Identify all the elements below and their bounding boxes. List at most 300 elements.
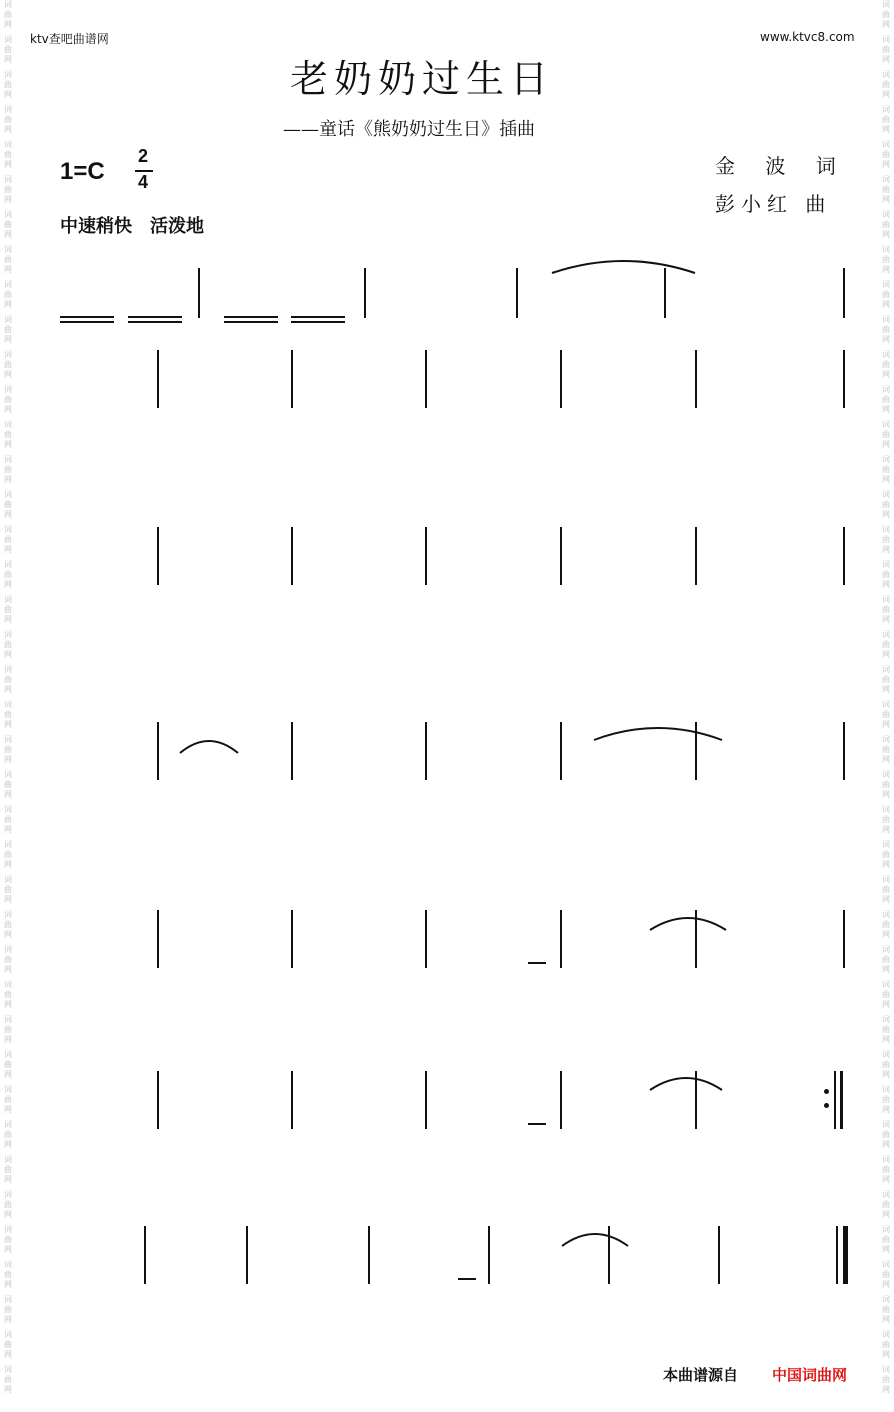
- watermark-glyph: 词: [882, 735, 890, 744]
- watermark-glyph: 词: [882, 910, 890, 919]
- watermark-glyph: 曲: [4, 150, 12, 159]
- watermark-glyph: 曲: [882, 990, 890, 999]
- watermark-glyph: 曲: [4, 1025, 12, 1034]
- watermark-glyph: 词: [882, 1190, 890, 1199]
- underline: [528, 962, 546, 964]
- watermark-glyph: 曲: [882, 1270, 890, 1279]
- barline: [560, 722, 562, 780]
- watermark-glyph: 词: [4, 630, 12, 639]
- watermark-glyph: 网: [4, 825, 12, 834]
- watermark-glyph: 网: [882, 1245, 890, 1254]
- watermark-glyph: 词: [4, 1365, 12, 1374]
- watermark-glyph: 曲: [882, 325, 890, 334]
- watermark-glyph: 网: [882, 510, 890, 519]
- barline: [836, 1226, 838, 1284]
- watermark-glyph: 词: [4, 350, 12, 359]
- watermark-glyph: 网: [882, 20, 890, 29]
- watermark-glyph: 曲: [882, 1130, 890, 1139]
- barline: [246, 1226, 248, 1284]
- underline: [128, 316, 182, 318]
- barline: [560, 1071, 562, 1129]
- watermark-glyph: 网: [882, 475, 890, 484]
- watermark-glyph: 曲: [4, 395, 12, 404]
- watermark-glyph: 网: [4, 265, 12, 274]
- watermark-glyph: 词: [882, 875, 890, 884]
- watermark-glyph: 曲: [4, 885, 12, 894]
- watermark-glyph: 网: [4, 650, 12, 659]
- watermark-glyph: 网: [882, 1140, 890, 1149]
- watermark-glyph: 网: [4, 370, 12, 379]
- watermark-glyph: 网: [4, 195, 12, 204]
- watermark-glyph: 词: [882, 105, 890, 114]
- watermark-glyph: 网: [4, 1385, 12, 1394]
- barline: [516, 268, 518, 318]
- watermark-glyph: 网: [4, 230, 12, 239]
- watermark-glyph: 曲: [882, 640, 890, 649]
- watermark-glyph: 网: [4, 1000, 12, 1009]
- watermark-glyph: 曲: [4, 780, 12, 789]
- watermark-glyph: 曲: [882, 150, 890, 159]
- barline: [840, 1071, 843, 1129]
- underline: [224, 316, 278, 318]
- underline: [291, 321, 345, 323]
- watermark-glyph: 曲: [4, 605, 12, 614]
- watermark-glyph: 词: [882, 945, 890, 954]
- tempo-marking: 中速稍快 活泼地: [60, 216, 204, 237]
- watermark-glyph: 网: [4, 545, 12, 554]
- watermark-glyph: 曲: [4, 850, 12, 859]
- watermark-glyph: 曲: [882, 10, 890, 19]
- watermark-glyph: 曲: [4, 10, 12, 19]
- footer-source-site: 中国词曲网: [772, 1366, 848, 1384]
- repeat-dots: [824, 1103, 829, 1108]
- watermark-glyph: 曲: [4, 675, 12, 684]
- watermark-glyph: 曲: [882, 1375, 890, 1384]
- watermark-glyph: 曲: [4, 570, 12, 579]
- watermark-glyph: 网: [882, 1385, 890, 1394]
- watermark-glyph: 曲: [882, 1165, 890, 1174]
- watermark-glyph: 网: [4, 440, 12, 449]
- barline: [834, 1071, 836, 1129]
- barline: [425, 527, 427, 585]
- watermark-glyph: 词: [882, 1330, 890, 1339]
- watermark-glyph: 词: [882, 1155, 890, 1164]
- barline: [157, 350, 159, 408]
- watermark-glyph: 网: [882, 755, 890, 764]
- watermark-glyph: 网: [4, 475, 12, 484]
- watermark-glyph: 网: [882, 790, 890, 799]
- barline: [843, 910, 845, 968]
- watermark-glyph: 曲: [4, 1235, 12, 1244]
- key-signature: 1=C: [60, 158, 105, 185]
- watermark-glyph: 网: [4, 55, 12, 64]
- watermark-glyph: 网: [882, 965, 890, 974]
- watermark-glyph: 曲: [882, 255, 890, 264]
- watermark-glyph: 词: [882, 630, 890, 639]
- watermark-glyph: 曲: [4, 465, 12, 474]
- right-site-label: www.ktvc8.com: [760, 30, 855, 44]
- watermark-glyph: 网: [882, 1105, 890, 1114]
- watermark-glyph: 曲: [882, 500, 890, 509]
- song-title: 老奶奶过生日: [290, 57, 555, 101]
- watermark-glyph: 网: [882, 1280, 890, 1289]
- watermark-glyph: 曲: [4, 220, 12, 229]
- watermark-glyph: 曲: [882, 535, 890, 544]
- watermark-glyph: 词: [882, 70, 890, 79]
- watermark-glyph: 曲: [4, 1305, 12, 1314]
- watermark-glyph: 网: [882, 405, 890, 414]
- watermark-glyph: 词: [4, 1330, 12, 1339]
- watermark-glyph: 词: [882, 1120, 890, 1129]
- watermark-glyph: 网: [882, 1000, 890, 1009]
- watermark-glyph: 网: [4, 965, 12, 974]
- watermark-glyph: 曲: [4, 290, 12, 299]
- watermark-glyph: 词: [882, 980, 890, 989]
- watermark-glyph: 曲: [882, 815, 890, 824]
- watermark-glyph: 词: [882, 35, 890, 44]
- watermark-glyph: 曲: [882, 885, 890, 894]
- watermark-glyph: 词: [882, 280, 890, 289]
- watermark-glyph: 网: [882, 300, 890, 309]
- watermark-glyph: 曲: [882, 1200, 890, 1209]
- underline: [291, 316, 345, 318]
- watermark-glyph: 曲: [882, 220, 890, 229]
- watermark-glyph: 曲: [882, 1060, 890, 1069]
- watermark-glyph: 词: [4, 1190, 12, 1199]
- watermark-glyph: 词: [882, 840, 890, 849]
- watermark-glyph: 曲: [882, 955, 890, 964]
- watermark-glyph: 网: [4, 1210, 12, 1219]
- watermark-glyph: 曲: [4, 920, 12, 929]
- barline: [291, 350, 293, 408]
- watermark-glyph: 曲: [882, 850, 890, 859]
- barline: [368, 1226, 370, 1284]
- watermark-glyph: 曲: [882, 745, 890, 754]
- barline: [425, 910, 427, 968]
- left-site-label: ktv查吧曲谱网: [30, 32, 109, 46]
- watermark-glyph: 曲: [4, 45, 12, 54]
- watermark-glyph: 网: [882, 685, 890, 694]
- watermark-glyph: 词: [4, 595, 12, 604]
- barline: [157, 910, 159, 968]
- watermark-glyph: 网: [4, 790, 12, 799]
- watermark-glyph: 词: [882, 525, 890, 534]
- watermark-glyph: 曲: [4, 990, 12, 999]
- watermark-glyph: 网: [882, 440, 890, 449]
- watermark-glyph: 网: [4, 895, 12, 904]
- watermark-glyph: 词: [4, 1155, 12, 1164]
- watermark-glyph: 网: [882, 650, 890, 659]
- watermark-glyph: 词: [4, 1295, 12, 1304]
- watermark-glyph: 网: [4, 1105, 12, 1114]
- watermark-glyph: 曲: [4, 1340, 12, 1349]
- barline: [291, 1071, 293, 1129]
- time-signature-top: 2: [138, 146, 149, 166]
- watermark-glyph: 词: [4, 140, 12, 149]
- watermark-glyph: 词: [882, 1085, 890, 1094]
- watermark-glyph: 网: [882, 1175, 890, 1184]
- right-watermark-strip: [880, 0, 892, 1412]
- watermark-glyph: 词: [4, 1050, 12, 1059]
- watermark-glyph: 网: [4, 510, 12, 519]
- watermark-glyph: 词: [882, 490, 890, 499]
- barline: [198, 268, 200, 318]
- watermark-glyph: 网: [4, 160, 12, 169]
- watermark-glyph: 曲: [882, 45, 890, 54]
- barline: [364, 268, 366, 318]
- barline: [560, 910, 562, 968]
- barline: [144, 1226, 146, 1284]
- watermark-glyph: 网: [4, 615, 12, 624]
- barline: [843, 350, 845, 408]
- watermark-glyph: 网: [4, 1175, 12, 1184]
- underline: [528, 1123, 546, 1125]
- watermark-glyph: 曲: [4, 430, 12, 439]
- watermark-glyph: 曲: [882, 80, 890, 89]
- barline: [157, 1071, 159, 1129]
- watermark-glyph: 曲: [4, 360, 12, 369]
- watermark-glyph: 网: [4, 1280, 12, 1289]
- watermark-glyph: 曲: [4, 80, 12, 89]
- watermark-glyph: 词: [4, 385, 12, 394]
- watermark-glyph: 网: [882, 160, 890, 169]
- watermark-glyph: 曲: [882, 1025, 890, 1034]
- watermark-glyph: 词: [4, 910, 12, 919]
- barline: [425, 1071, 427, 1129]
- barline: [843, 1226, 848, 1284]
- underline: [60, 316, 114, 318]
- watermark-glyph: 曲: [882, 1340, 890, 1349]
- watermark-glyph: 曲: [882, 710, 890, 719]
- watermark-glyph: 词: [4, 1015, 12, 1024]
- watermark-glyph: 网: [4, 930, 12, 939]
- watermark-glyph: 曲: [4, 1130, 12, 1139]
- watermark-glyph: 网: [882, 1350, 890, 1359]
- watermark-glyph: 曲: [4, 1200, 12, 1209]
- watermark-glyph: 曲: [882, 395, 890, 404]
- watermark-glyph: 网: [882, 895, 890, 904]
- watermark-glyph: 网: [4, 860, 12, 869]
- song-subtitle: ——童话《熊奶奶过生日》插曲: [283, 119, 535, 140]
- watermark-glyph: 曲: [4, 325, 12, 334]
- watermark-glyph: 网: [4, 755, 12, 764]
- repeat-dots: [824, 1089, 829, 1094]
- watermark-glyph: 词: [882, 595, 890, 604]
- watermark-glyph: 曲: [4, 500, 12, 509]
- watermark-glyph: 词: [882, 1225, 890, 1234]
- watermark-glyph: 词: [882, 175, 890, 184]
- watermark-glyph: 词: [4, 875, 12, 884]
- watermark-glyph: 曲: [4, 1095, 12, 1104]
- slur-mark: [552, 255, 695, 275]
- watermark-glyph: 曲: [882, 360, 890, 369]
- watermark-glyph: 词: [4, 105, 12, 114]
- slur-mark: [562, 1228, 628, 1248]
- watermark-glyph: 词: [4, 210, 12, 219]
- underline: [458, 1278, 476, 1280]
- watermark-glyph: 词: [4, 1085, 12, 1094]
- watermark-glyph: 词: [882, 210, 890, 219]
- watermark-glyph: 网: [4, 335, 12, 344]
- watermark-glyph: 曲: [4, 1270, 12, 1279]
- watermark-glyph: 词: [4, 945, 12, 954]
- slur-mark: [180, 735, 238, 755]
- watermark-glyph: 网: [882, 720, 890, 729]
- watermark-glyph: 词: [4, 455, 12, 464]
- watermark-glyph: 词: [4, 770, 12, 779]
- watermark-glyph: 词: [882, 1015, 890, 1024]
- watermark-glyph: 词: [4, 700, 12, 709]
- time-signature-bottom: 4: [138, 172, 149, 192]
- barline: [718, 1226, 720, 1284]
- left-watermark-strip: [2, 0, 14, 1412]
- barline: [843, 722, 845, 780]
- barline: [291, 527, 293, 585]
- watermark-glyph: 词: [4, 70, 12, 79]
- barline: [291, 722, 293, 780]
- barline: [425, 350, 427, 408]
- barline: [560, 350, 562, 408]
- composer-credit: 彭小红 曲: [715, 192, 832, 216]
- slur-mark: [594, 722, 722, 742]
- watermark-glyph: 词: [4, 280, 12, 289]
- barline: [425, 722, 427, 780]
- watermark-glyph: 曲: [4, 640, 12, 649]
- watermark-glyph: 词: [4, 560, 12, 569]
- watermark-glyph: 网: [4, 300, 12, 309]
- slur-mark: [650, 912, 726, 932]
- watermark-glyph: 词: [4, 420, 12, 429]
- watermark-glyph: 曲: [882, 430, 890, 439]
- watermark-glyph: 网: [4, 405, 12, 414]
- watermark-glyph: 词: [882, 1050, 890, 1059]
- watermark-glyph: 网: [882, 825, 890, 834]
- watermark-glyph: 词: [4, 1120, 12, 1129]
- watermark-glyph: 曲: [4, 955, 12, 964]
- watermark-glyph: 曲: [4, 745, 12, 754]
- underline: [128, 321, 182, 323]
- watermark-glyph: 词: [882, 700, 890, 709]
- watermark-glyph: 曲: [4, 255, 12, 264]
- watermark-glyph: 曲: [882, 780, 890, 789]
- watermark-glyph: 曲: [882, 605, 890, 614]
- watermark-glyph: 词: [4, 1225, 12, 1234]
- watermark-glyph: 网: [4, 580, 12, 589]
- watermark-gap: [2, 1395, 14, 1400]
- watermark-glyph: 网: [882, 1210, 890, 1219]
- watermark-glyph: 网: [882, 1035, 890, 1044]
- watermark-glyph: 词: [4, 840, 12, 849]
- watermark-glyph: 词: [882, 1295, 890, 1304]
- watermark-glyph: 网: [882, 930, 890, 939]
- watermark-glyph: 词: [4, 735, 12, 744]
- watermark-glyph: 曲: [882, 570, 890, 579]
- watermark-glyph: 词: [882, 770, 890, 779]
- watermark-glyph: 词: [4, 490, 12, 499]
- barline: [695, 527, 697, 585]
- watermark-glyph: 网: [4, 1070, 12, 1079]
- footer-source-label: 本曲谱源自: [663, 1366, 739, 1384]
- barline: [157, 527, 159, 585]
- watermark-glyph: 曲: [882, 1095, 890, 1104]
- watermark-glyph: 词: [882, 315, 890, 324]
- watermark-glyph: 词: [882, 245, 890, 254]
- watermark-glyph: 曲: [4, 1060, 12, 1069]
- watermark-glyph: 网: [882, 580, 890, 589]
- watermark-glyph: 网: [882, 90, 890, 99]
- watermark-glyph: 网: [4, 125, 12, 134]
- watermark-glyph: 词: [4, 1260, 12, 1269]
- watermark-glyph: 网: [4, 720, 12, 729]
- watermark-glyph: 词: [882, 350, 890, 359]
- watermark-glyph: 词: [882, 385, 890, 394]
- watermark-glyph: 网: [882, 1070, 890, 1079]
- watermark-glyph: 词: [882, 560, 890, 569]
- watermark-glyph: 曲: [882, 185, 890, 194]
- watermark-glyph: 词: [4, 245, 12, 254]
- watermark-glyph: 曲: [4, 185, 12, 194]
- watermark-glyph: 曲: [4, 1375, 12, 1384]
- watermark-glyph: 词: [882, 805, 890, 814]
- watermark-glyph: 曲: [882, 290, 890, 299]
- watermark-glyph: 网: [882, 230, 890, 239]
- watermark-glyph: 曲: [882, 675, 890, 684]
- watermark-glyph: 网: [882, 860, 890, 869]
- watermark-glyph: 网: [882, 615, 890, 624]
- watermark-glyph: 网: [882, 125, 890, 134]
- watermark-glyph: 网: [882, 335, 890, 344]
- watermark-glyph: 网: [882, 1315, 890, 1324]
- watermark-glyph: 词: [882, 140, 890, 149]
- barline: [157, 722, 159, 780]
- watermark-glyph: 曲: [882, 920, 890, 929]
- watermark-glyph: 网: [4, 1140, 12, 1149]
- watermark-glyph: 词: [882, 420, 890, 429]
- watermark-glyph: 网: [882, 370, 890, 379]
- watermark-gap: [880, 1395, 892, 1400]
- watermark-glyph: 词: [4, 0, 12, 9]
- watermark-glyph: 网: [4, 1350, 12, 1359]
- barline: [664, 268, 666, 318]
- watermark-glyph: 曲: [882, 1235, 890, 1244]
- barline: [291, 910, 293, 968]
- watermark-glyph: 网: [882, 545, 890, 554]
- barline: [560, 527, 562, 585]
- watermark-glyph: 曲: [4, 535, 12, 544]
- watermark-glyph: 网: [882, 265, 890, 274]
- watermark-glyph: 曲: [4, 815, 12, 824]
- slur-mark: [650, 1072, 722, 1092]
- watermark-glyph: 曲: [4, 710, 12, 719]
- barline: [843, 268, 845, 318]
- watermark-glyph: 词: [4, 665, 12, 674]
- lyricist-credit: 金 波 词: [715, 154, 848, 178]
- watermark-glyph: 网: [4, 1035, 12, 1044]
- watermark-glyph: 曲: [882, 115, 890, 124]
- watermark-glyph: 词: [4, 315, 12, 324]
- watermark-glyph: 网: [882, 195, 890, 204]
- watermark-glyph: 词: [4, 35, 12, 44]
- watermark-glyph: 词: [882, 0, 890, 9]
- watermark-glyph: 网: [4, 1315, 12, 1324]
- watermark-glyph: 词: [882, 1365, 890, 1374]
- watermark-glyph: 曲: [882, 465, 890, 474]
- watermark-glyph: 曲: [4, 1165, 12, 1174]
- watermark-glyph: 词: [4, 980, 12, 989]
- watermark-glyph: 词: [882, 665, 890, 674]
- watermark-glyph: 词: [4, 805, 12, 814]
- watermark-glyph: 词: [4, 175, 12, 184]
